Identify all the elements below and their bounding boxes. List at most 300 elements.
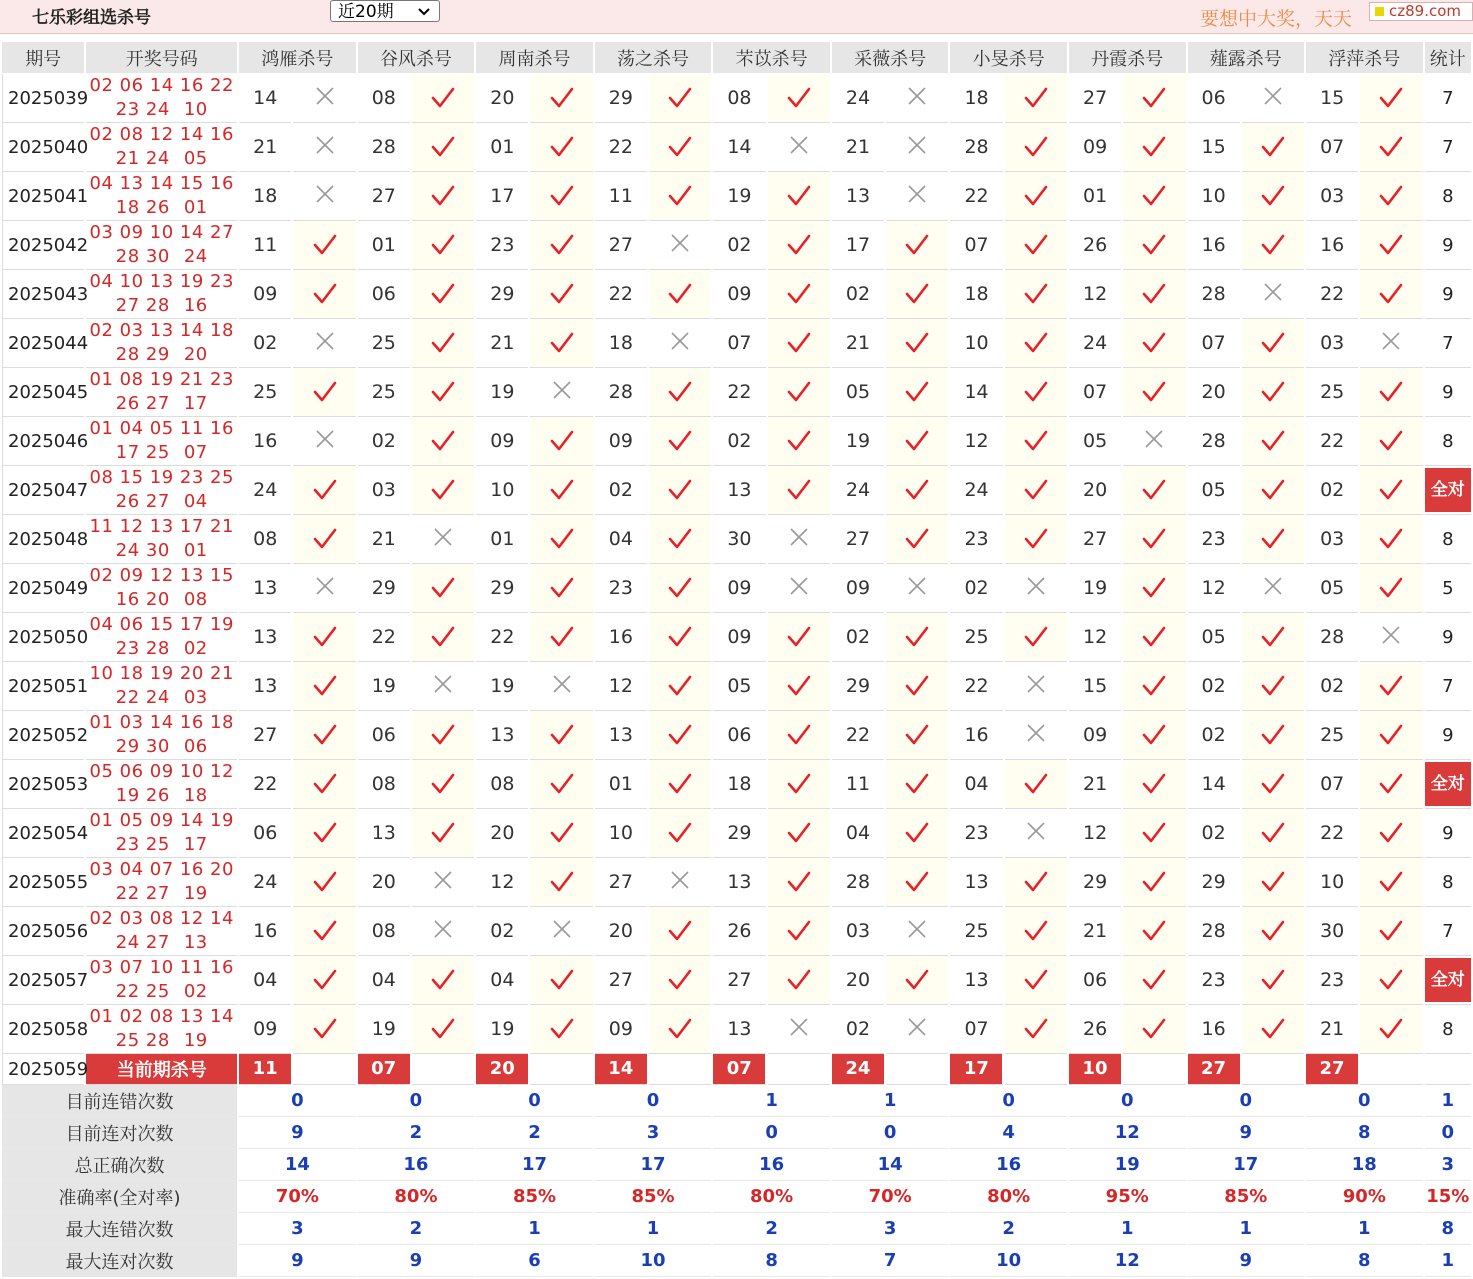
summary-value: 0	[1306, 1085, 1423, 1117]
issue-number: 2025055	[2, 858, 84, 907]
draw-main-2: 17 25	[115, 442, 170, 463]
kill-number: 12	[1069, 270, 1121, 319]
kill-number: 09	[713, 270, 765, 319]
check-icon	[1123, 282, 1185, 306]
result-correct	[768, 368, 830, 417]
draw-main-2: 28 30	[115, 246, 170, 267]
result-wrong	[886, 74, 948, 123]
check-icon	[886, 870, 948, 894]
summary-value: 80%	[713, 1181, 830, 1213]
result-correct	[1242, 1005, 1304, 1054]
check-icon	[1123, 331, 1185, 355]
result-correct	[412, 711, 474, 760]
result-correct	[1360, 662, 1422, 711]
kill-number: 27	[239, 711, 291, 760]
draw-main-2: 28 29	[115, 344, 170, 365]
result-correct	[1242, 760, 1304, 809]
current-kill-number: 27	[1188, 1054, 1240, 1084]
kill-number: 28	[358, 123, 410, 172]
result-wrong	[293, 172, 355, 221]
summary-row	[2, 1181, 1471, 1213]
check-icon	[1360, 772, 1422, 796]
current-kill-number: 27	[1306, 1054, 1358, 1084]
row-stat: 8	[1425, 172, 1471, 221]
draw-line-1: 05 06 09 10 12	[89, 761, 234, 782]
draw-main-2: 26 27	[115, 393, 170, 414]
kill-number: 22	[1306, 809, 1358, 858]
result-wrong	[1360, 319, 1422, 368]
result-correct	[1360, 760, 1422, 809]
result-wrong	[1123, 417, 1185, 466]
draw-numbers	[86, 172, 237, 221]
draw-line-1: 02 03 13 14 18	[89, 320, 234, 341]
current-kill-cell	[595, 1054, 647, 1085]
result-correct	[649, 172, 711, 221]
draw-main-2: 23 25	[115, 834, 170, 855]
check-icon	[1005, 429, 1067, 453]
check-icon	[1123, 233, 1185, 257]
kill-number: 13	[239, 662, 291, 711]
current-issue-number: 2025059	[2, 1054, 84, 1085]
check-icon	[1360, 282, 1422, 306]
check-icon	[1360, 135, 1422, 159]
issue-number: 2025051	[2, 662, 84, 711]
draw-line-2	[86, 98, 237, 122]
result-correct	[1123, 515, 1185, 564]
check-icon	[1005, 282, 1067, 306]
kill-number: 27	[595, 858, 647, 907]
summary-value: 19	[1069, 1149, 1186, 1181]
kill-number: 13	[595, 711, 647, 760]
kill-number: 08	[239, 515, 291, 564]
result-correct	[1123, 711, 1185, 760]
check-icon	[1123, 723, 1185, 747]
summary-value: 12	[1069, 1245, 1186, 1277]
table-row	[2, 858, 1471, 907]
check-icon	[649, 919, 711, 943]
kill-number: 07	[950, 1005, 1002, 1054]
current-kill-spacer	[1360, 1054, 1422, 1085]
check-icon	[649, 1017, 711, 1041]
row-stat: 8	[1425, 1005, 1471, 1054]
check-icon	[530, 723, 592, 747]
check-icon	[1360, 821, 1422, 845]
cross-icon	[314, 337, 336, 356]
check-icon	[293, 968, 355, 992]
kill-number: 21	[1069, 760, 1121, 809]
table-row	[2, 956, 1471, 1005]
kill-number: 09	[1069, 123, 1121, 172]
result-wrong	[293, 564, 355, 613]
kill-number: 21	[476, 319, 528, 368]
result-correct	[649, 711, 711, 760]
kill-number: 07	[1188, 319, 1240, 368]
check-icon	[886, 282, 948, 306]
check-icon	[412, 233, 474, 257]
kill-number: 17	[476, 172, 528, 221]
check-icon	[1360, 870, 1422, 894]
table-row	[2, 1005, 1471, 1054]
kill-number: 20	[832, 956, 884, 1005]
check-icon	[1360, 919, 1422, 943]
check-icon	[886, 331, 948, 355]
summary-value: 4	[950, 1117, 1067, 1149]
kill-number: 28	[1188, 417, 1240, 466]
result-correct	[1360, 270, 1422, 319]
summary-row	[2, 1085, 1471, 1117]
check-icon	[649, 86, 711, 110]
summary-value: 1	[1306, 1213, 1423, 1245]
kill-number: 08	[358, 74, 410, 123]
kill-number: 04	[358, 956, 410, 1005]
draw-line-1: 10 18 19 20 21	[89, 663, 234, 684]
result-wrong	[293, 74, 355, 123]
check-icon	[649, 821, 711, 845]
result-correct	[412, 564, 474, 613]
check-icon	[768, 184, 830, 208]
top-bar	[0, 0, 1473, 34]
summary-value: 9	[358, 1245, 475, 1277]
current-kill-cell	[1306, 1054, 1358, 1085]
check-icon	[1123, 478, 1185, 502]
kill-number: 19	[476, 662, 528, 711]
kill-number: 13	[239, 613, 291, 662]
summary-stat: 1	[1425, 1245, 1471, 1277]
summary-value: 14	[239, 1149, 356, 1181]
summary-value: 0	[1188, 1085, 1305, 1117]
kill-number: 02	[358, 417, 410, 466]
kill-number: 05	[1069, 417, 1121, 466]
kill-number: 26	[1069, 1005, 1121, 1054]
check-icon	[1123, 527, 1185, 551]
result-correct	[649, 270, 711, 319]
kill-number: 08	[713, 74, 765, 123]
result-correct	[1242, 662, 1304, 711]
check-icon	[1242, 478, 1304, 502]
row-stat	[1425, 956, 1471, 1005]
current-kill-cell	[1069, 1054, 1121, 1085]
current-kill-spacer	[293, 1054, 355, 1085]
kill-number: 22	[950, 172, 1002, 221]
result-correct	[1123, 270, 1185, 319]
cross-icon	[788, 141, 810, 160]
result-correct	[1360, 515, 1422, 564]
issue-number: 2025046	[2, 417, 84, 466]
draw-numbers	[86, 74, 237, 123]
result-correct	[1005, 466, 1067, 515]
result-correct	[1005, 368, 1067, 417]
result-correct	[1242, 172, 1304, 221]
kill-number: 21	[1069, 907, 1121, 956]
kill-number: 21	[832, 123, 884, 172]
kill-number: 30	[1306, 907, 1358, 956]
check-icon	[412, 478, 474, 502]
check-icon	[293, 821, 355, 845]
result-correct	[1360, 809, 1422, 858]
draw-line-1: 04 10 13 19 23	[89, 271, 234, 292]
kill-number: 28	[1306, 613, 1358, 662]
kill-number: 29	[1188, 858, 1240, 907]
kill-number: 09	[595, 1005, 647, 1054]
check-icon	[886, 968, 948, 992]
result-wrong	[768, 515, 830, 564]
period-select[interactable]	[330, 0, 440, 22]
result-correct	[412, 417, 474, 466]
current-kill-number: 10	[1069, 1054, 1121, 1084]
issue-number: 2025047	[2, 466, 84, 515]
table-row	[2, 123, 1471, 172]
summary-value: 10	[950, 1245, 1067, 1277]
kill-number: 18	[713, 760, 765, 809]
table-row	[2, 809, 1471, 858]
check-icon	[1360, 723, 1422, 747]
check-icon	[530, 821, 592, 845]
result-wrong	[530, 662, 592, 711]
draw-special: 19	[183, 883, 208, 904]
draw-line-2	[86, 441, 237, 465]
summary-value: 95%	[1069, 1181, 1186, 1213]
draw-special: 19	[183, 1030, 208, 1051]
cross-icon	[432, 876, 454, 895]
kill-number: 26	[1069, 221, 1121, 270]
kill-number: 28	[832, 858, 884, 907]
result-correct	[886, 760, 948, 809]
site-logo[interactable]	[1369, 2, 1473, 21]
kill-number: 20	[1188, 368, 1240, 417]
result-correct	[768, 172, 830, 221]
kill-number: 19	[832, 417, 884, 466]
draw-line-1: 01 05 09 14 19	[89, 810, 234, 831]
result-correct	[649, 123, 711, 172]
result-correct	[1123, 809, 1185, 858]
draw-line-1: 03 09 10 14 27	[89, 222, 234, 243]
check-icon	[293, 919, 355, 943]
cross-icon	[788, 1023, 810, 1042]
current-kill-cell	[950, 1054, 1002, 1085]
row-stat: 7	[1425, 123, 1471, 172]
check-icon	[1005, 135, 1067, 159]
row-stat: 8	[1425, 417, 1471, 466]
check-icon	[412, 1017, 474, 1041]
issue-number: 2025050	[2, 613, 84, 662]
kill-number: 07	[950, 221, 1002, 270]
draw-numbers	[86, 466, 237, 515]
draw-special: 17	[183, 393, 208, 414]
check-icon	[1360, 576, 1422, 600]
result-correct	[530, 74, 592, 123]
draw-line-2	[86, 588, 237, 612]
check-icon	[1242, 380, 1304, 404]
kill-number: 03	[1306, 515, 1358, 564]
row-stat	[1425, 466, 1471, 515]
check-icon	[1360, 233, 1422, 257]
summary-value: 0	[239, 1085, 356, 1117]
result-wrong	[412, 662, 474, 711]
current-kill-number: 20	[476, 1054, 528, 1084]
result-correct	[1242, 858, 1304, 907]
kill-number: 01	[1069, 172, 1121, 221]
table-row	[2, 417, 1471, 466]
check-icon	[1005, 331, 1067, 355]
draw-line-1: 03 04 07 16 20	[89, 859, 234, 880]
draw-special: 01	[183, 540, 208, 561]
chevron-down-icon	[417, 1, 431, 29]
draw-line-2	[86, 392, 237, 416]
result-correct	[412, 172, 474, 221]
header-expert: 芣苡杀号	[713, 42, 830, 74]
result-correct	[293, 515, 355, 564]
kill-number: 23	[595, 564, 647, 613]
row-stat: 7	[1425, 907, 1471, 956]
check-icon	[768, 282, 830, 306]
issue-number: 2025042	[2, 221, 84, 270]
summary-value: 16	[713, 1149, 830, 1181]
result-correct	[530, 613, 592, 662]
result-correct	[1242, 319, 1304, 368]
kill-number: 02	[1188, 662, 1240, 711]
result-correct	[530, 221, 592, 270]
result-correct	[768, 907, 830, 956]
cross-icon	[1025, 680, 1047, 699]
kill-number: 06	[358, 270, 410, 319]
draw-special: 07	[183, 442, 208, 463]
result-correct	[1123, 956, 1185, 1005]
result-correct	[1005, 515, 1067, 564]
kill-number: 11	[832, 760, 884, 809]
check-icon	[886, 772, 948, 796]
cross-icon	[788, 533, 810, 552]
summary-stat: 0	[1425, 1117, 1471, 1149]
kill-number: 16	[239, 907, 291, 956]
cross-icon	[906, 190, 928, 209]
kill-number: 29	[1069, 858, 1121, 907]
draw-special: 17	[183, 834, 208, 855]
result-correct	[1005, 123, 1067, 172]
kill-number: 06	[239, 809, 291, 858]
kill-number: 08	[358, 760, 410, 809]
result-correct	[293, 368, 355, 417]
draw-line-2	[86, 1029, 237, 1053]
cross-icon	[314, 190, 336, 209]
kill-number: 13	[950, 956, 1002, 1005]
result-correct	[649, 760, 711, 809]
check-icon	[886, 723, 948, 747]
cross-icon	[314, 435, 336, 454]
kill-number: 13	[832, 172, 884, 221]
kill-number: 05	[713, 662, 765, 711]
check-icon	[1242, 135, 1304, 159]
check-icon	[649, 674, 711, 698]
cross-icon	[1262, 92, 1284, 111]
result-correct	[1360, 74, 1422, 123]
kill-number: 29	[595, 74, 647, 123]
kill-number: 12	[1188, 564, 1240, 613]
result-correct	[412, 74, 474, 123]
kill-number: 23	[950, 515, 1002, 564]
all-correct-badge: 全对	[1425, 958, 1471, 1002]
table-row	[2, 711, 1471, 760]
result-correct	[768, 662, 830, 711]
result-correct	[1123, 319, 1185, 368]
kill-number: 02	[239, 319, 291, 368]
result-correct	[530, 760, 592, 809]
result-correct	[1242, 809, 1304, 858]
current-kill-label: 当前期杀号	[86, 1054, 237, 1085]
result-correct	[886, 515, 948, 564]
result-correct	[1360, 858, 1422, 907]
kill-number: 27	[595, 221, 647, 270]
result-correct	[649, 956, 711, 1005]
draw-numbers	[86, 417, 237, 466]
result-correct	[530, 809, 592, 858]
draw-line-2	[86, 980, 237, 1004]
table-row	[2, 319, 1471, 368]
summary-value: 2	[950, 1213, 1067, 1245]
kill-number: 05	[832, 368, 884, 417]
summary-value: 9	[239, 1117, 356, 1149]
row-stat: 8	[1425, 515, 1471, 564]
summary-value: 2	[358, 1213, 475, 1245]
kill-number: 23	[950, 809, 1002, 858]
draw-numbers	[86, 368, 237, 417]
kill-number: 03	[1306, 319, 1358, 368]
kill-number: 24	[950, 466, 1002, 515]
summary-label: 准确率(全对率)	[2, 1181, 237, 1213]
cross-icon	[906, 925, 928, 944]
result-correct	[1360, 466, 1422, 515]
draw-main-2: 25 28	[115, 1030, 170, 1051]
summary-value: 17	[595, 1149, 712, 1181]
check-icon	[886, 625, 948, 649]
result-correct	[768, 466, 830, 515]
ad-slogan[interactable]: 要想中大奖，天天	[1200, 8, 1353, 30]
header-expert: 薤露杀号	[1188, 42, 1305, 74]
result-correct	[1242, 368, 1304, 417]
row-stat: 9	[1425, 809, 1471, 858]
kill-number: 01	[358, 221, 410, 270]
check-icon	[293, 625, 355, 649]
result-correct	[412, 1005, 474, 1054]
result-wrong	[768, 123, 830, 172]
table-row	[2, 760, 1471, 809]
result-wrong	[886, 564, 948, 613]
draw-special: 04	[183, 491, 208, 512]
draw-special: 02	[183, 638, 208, 659]
check-icon	[1242, 429, 1304, 453]
check-icon	[412, 821, 474, 845]
kill-number: 16	[595, 613, 647, 662]
kill-number: 02	[595, 466, 647, 515]
result-correct	[1123, 368, 1185, 417]
logo-dot-icon	[1375, 7, 1384, 16]
cross-icon	[314, 582, 336, 601]
result-correct	[649, 74, 711, 123]
result-correct	[530, 564, 592, 613]
current-kill-number: 11	[239, 1054, 291, 1084]
check-icon	[768, 625, 830, 649]
cross-icon	[1025, 729, 1047, 748]
kill-number: 06	[713, 711, 765, 760]
kill-number: 16	[1306, 221, 1358, 270]
kill-number: 02	[476, 907, 528, 956]
cross-icon	[906, 141, 928, 160]
check-icon	[530, 184, 592, 208]
draw-line-2	[86, 784, 237, 808]
current-kill-cell	[832, 1054, 884, 1085]
check-icon	[412, 331, 474, 355]
cross-icon	[1025, 827, 1047, 846]
kill-number: 09	[1069, 711, 1121, 760]
